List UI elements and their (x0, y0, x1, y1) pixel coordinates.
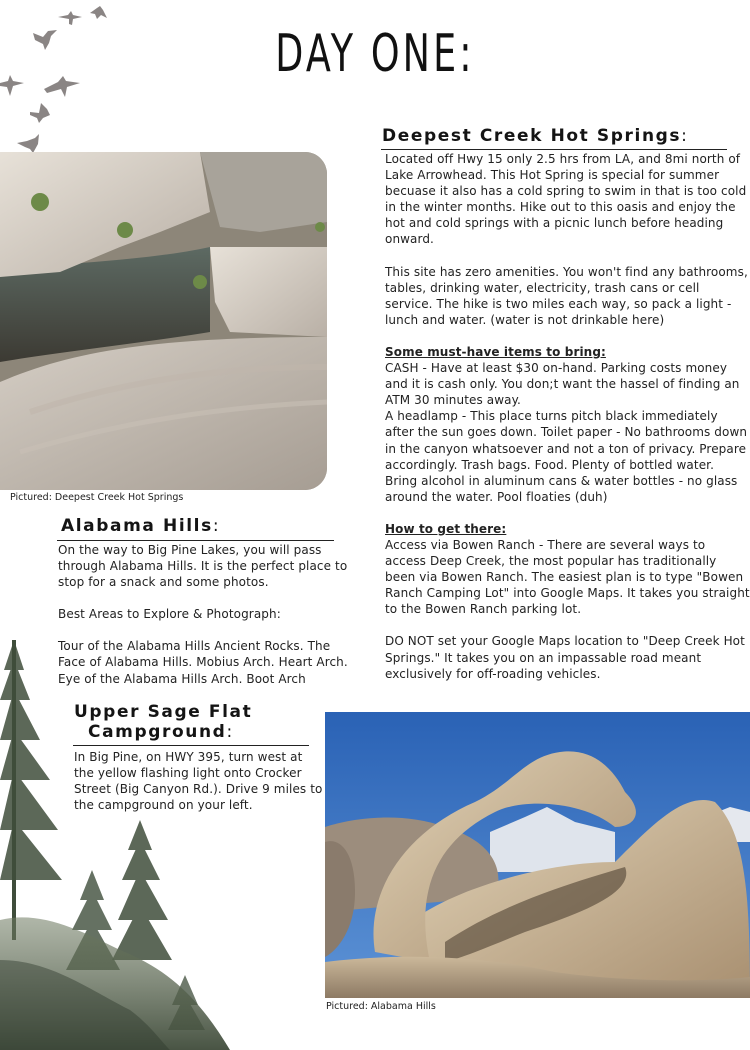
pine-trees-illustration (0, 630, 240, 1050)
alabama-hills-heading-rule (57, 540, 334, 541)
alabama-hills-areas-text: Tour of the Alabama Hills Ancient Rocks. The Face of Alabama Hills. Mobius Arch. Heart Arch. Eye of the Alabama Hills Arch. Boot Arch (58, 639, 348, 686)
alabama-hills-areas-label: Best Areas to Explore & Photograph: (58, 607, 281, 622)
pine-icon (112, 820, 172, 960)
alabama-hills-heading (61, 516, 220, 536)
upper-sage-heading-line2: Campground (88, 722, 227, 742)
deepest-creek-body (385, 151, 750, 682)
bird-icon (0, 75, 24, 96)
directions-text: Access via Bowen Ranch - There are several ways to access Deep Creek, the most popular has traditionally been via Bowen Ranch. The easiest plan is to type "Bowen Ranch Camping Lot" into Google Maps. It takes you straight to the Bowen Ranch parking lot. (385, 537, 750, 617)
directions-warning: DO NOT set your Google Maps location to "Deep Creek Hot Springs." It takes you on an impassable road meant exclusively for off-roading vehicles. (385, 634, 745, 681)
alabama-hills-heading-text: Alabama Hills (61, 516, 213, 536)
deepest-creek-photo-caption: Pictured: Deepest Creek Hot Springs (10, 492, 184, 503)
alabama-hills-photo (325, 712, 750, 998)
bird-icon (90, 6, 107, 19)
deepest-creek-amenities: This site has zero amenities. You won't find any bathrooms, tables, drinking water, electricity, trash cans or cell service. The hike is two miles each way, so pack a light - lunch and water. (water is not drinkable here) (385, 264, 748, 327)
items-cash-text: CASH - Have at least $30 on-hand. Parking costs money and it is cash only. You don;t want the hassel of finding an ATM 30 minutes away. (385, 361, 740, 408)
heading-colon: : (681, 126, 689, 146)
heading-colon: : (226, 722, 234, 742)
page-title: DAY ONE: (275, 24, 475, 84)
upper-sage-heading (74, 702, 252, 742)
items-list-text: A headlamp - This place turns pitch black immediately after the sun goes down. Toilet paper - No bathrooms down in the canyon whatsoever and not a ton of privacy. Prepare accordingly. Trash bags. Food. Plenty of bottled water. Bring alcohol in aluminum cans & water bottles - no glass around the water. Pool floaties (duh) (385, 409, 748, 504)
deepest-creek-heading-text: Deepest Creek Hot Springs (382, 126, 682, 146)
deepest-creek-heading (382, 126, 688, 146)
deepest-creek-photo (0, 152, 327, 490)
heading-colon: : (212, 516, 221, 536)
tall-pine-icon (0, 640, 62, 880)
items-subheading: Some must-have items to bring: (385, 344, 606, 359)
alabama-hills-photo-caption: Pictured: Alabama Hills (326, 1001, 436, 1012)
upper-sage-body (74, 749, 324, 813)
directions-subheading: How to get there: (385, 521, 507, 536)
alabama-hills-intro: On the way to Big Pine Lakes, you will pass through Alabama Hills. It is the perfect place to stop for a snack and some photos. (58, 543, 348, 590)
upper-sage-text: In Big Pine, on HWY 395, turn west at the yellow flashing light onto Crocker Street (Big Canyon Rd.). Drive 9 miles to the campground on your left. (74, 750, 323, 813)
bird-icon (44, 76, 80, 97)
deepest-creek-heading-rule (381, 149, 727, 150)
bird-icon (33, 30, 57, 50)
upper-sage-heading-line1: Upper Sage Flat (74, 702, 253, 722)
bird-icon (58, 11, 82, 25)
bird-icon (30, 103, 50, 123)
bird-icon (17, 134, 39, 153)
deepest-creek-intro: Located off Hwy 15 only 2.5 hrs from LA, and 8mi north of Lake Arrowhead. This Hot Spring is special for summer becuase it also has a cold spring to swim in that is too cold in the winter months. Hike out to this oasis and enjoy the hot and cold springs with a picnic lunch before heading onward. (385, 152, 747, 247)
upper-sage-heading-rule (73, 745, 309, 746)
